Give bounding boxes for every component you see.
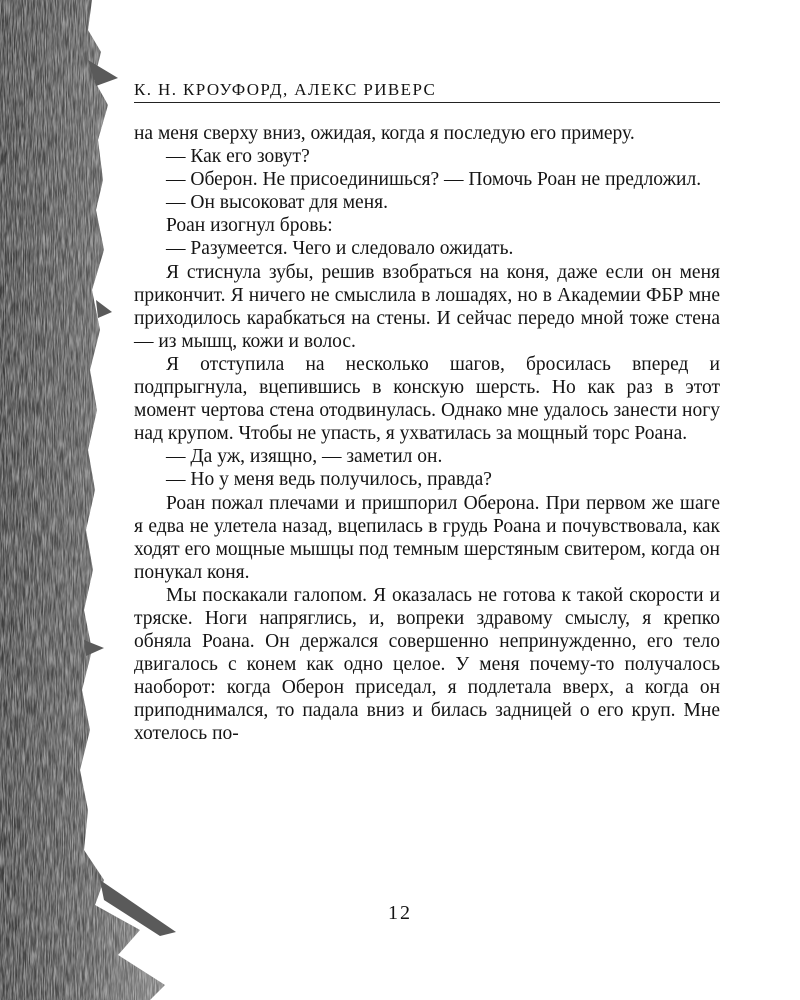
paragraph: Я стиснула зубы, решив взобраться на коня, даже если он меня прикончит. Я ничего не смыслила в лошадях, но в Академии ФБР мне приходилось карабкаться на стены. И сейчас передо мной тоже стена — из мышц, кожи и волос. (134, 261, 720, 352)
running-head: К. Н. КРОУФОРД, АЛЕКС РИВЕРС (134, 80, 437, 99)
body-text (134, 122, 720, 746)
paragraph: — Но у меня ведь получилось, правда? (166, 469, 492, 491)
paragraph: Мы поскакали галопом. Я оказалась не готова к такой скорости и тряске. Ноги напряглись, и, вопреки здравому смыслу, я крепко обняла Роана. Он держался совершенно непринужденно, его тело двигалось с конем как одно целое. У меня почему-то получалось наоборот: когда Оберон приседал, я подлетала вверх, а когда он приподнимался, то падала вниз и билась задницей о его круп. Мне хотелось по- (134, 584, 720, 745)
paragraph: на меня сверху вниз, ожидая, когда я последую его примеру. (134, 123, 635, 144)
header-rule (134, 102, 720, 103)
paragraph: — Как его зовут? (166, 146, 310, 168)
paragraph: Роан пожал плечами и пришпорил Оберона. При первом же шаге я едва не улетела назад, вцепилась в грудь Роана и почувствовала, как ходят его мощные мышцы под темным шерстяным свитером, когда он понукал коня. (134, 492, 720, 583)
paragraph: — Разумеется. Чего и следовало ожидать. (166, 238, 514, 260)
paragraph: — Да уж, изящно, — заметил он. (166, 446, 443, 468)
paragraph: Я отступила на несколько шагов, бросилась вперед и подпрыгнула, вцепившись в конскую шерсть. Но как раз в этот момент чертова стена отодвинулась. Однако мне удалось занести ногу над крупом. Чтобы не упасть, я ухватилась за мощный торс Роана. (134, 353, 720, 445)
page-number: 12 (388, 902, 412, 924)
paragraph: Роан изогнул бровь: (166, 215, 333, 237)
paragraph: — Оберон. Не присоединишься? — Помочь Роан не предложил. (166, 169, 702, 191)
paragraph: — Он высоковат для меня. (166, 192, 388, 214)
